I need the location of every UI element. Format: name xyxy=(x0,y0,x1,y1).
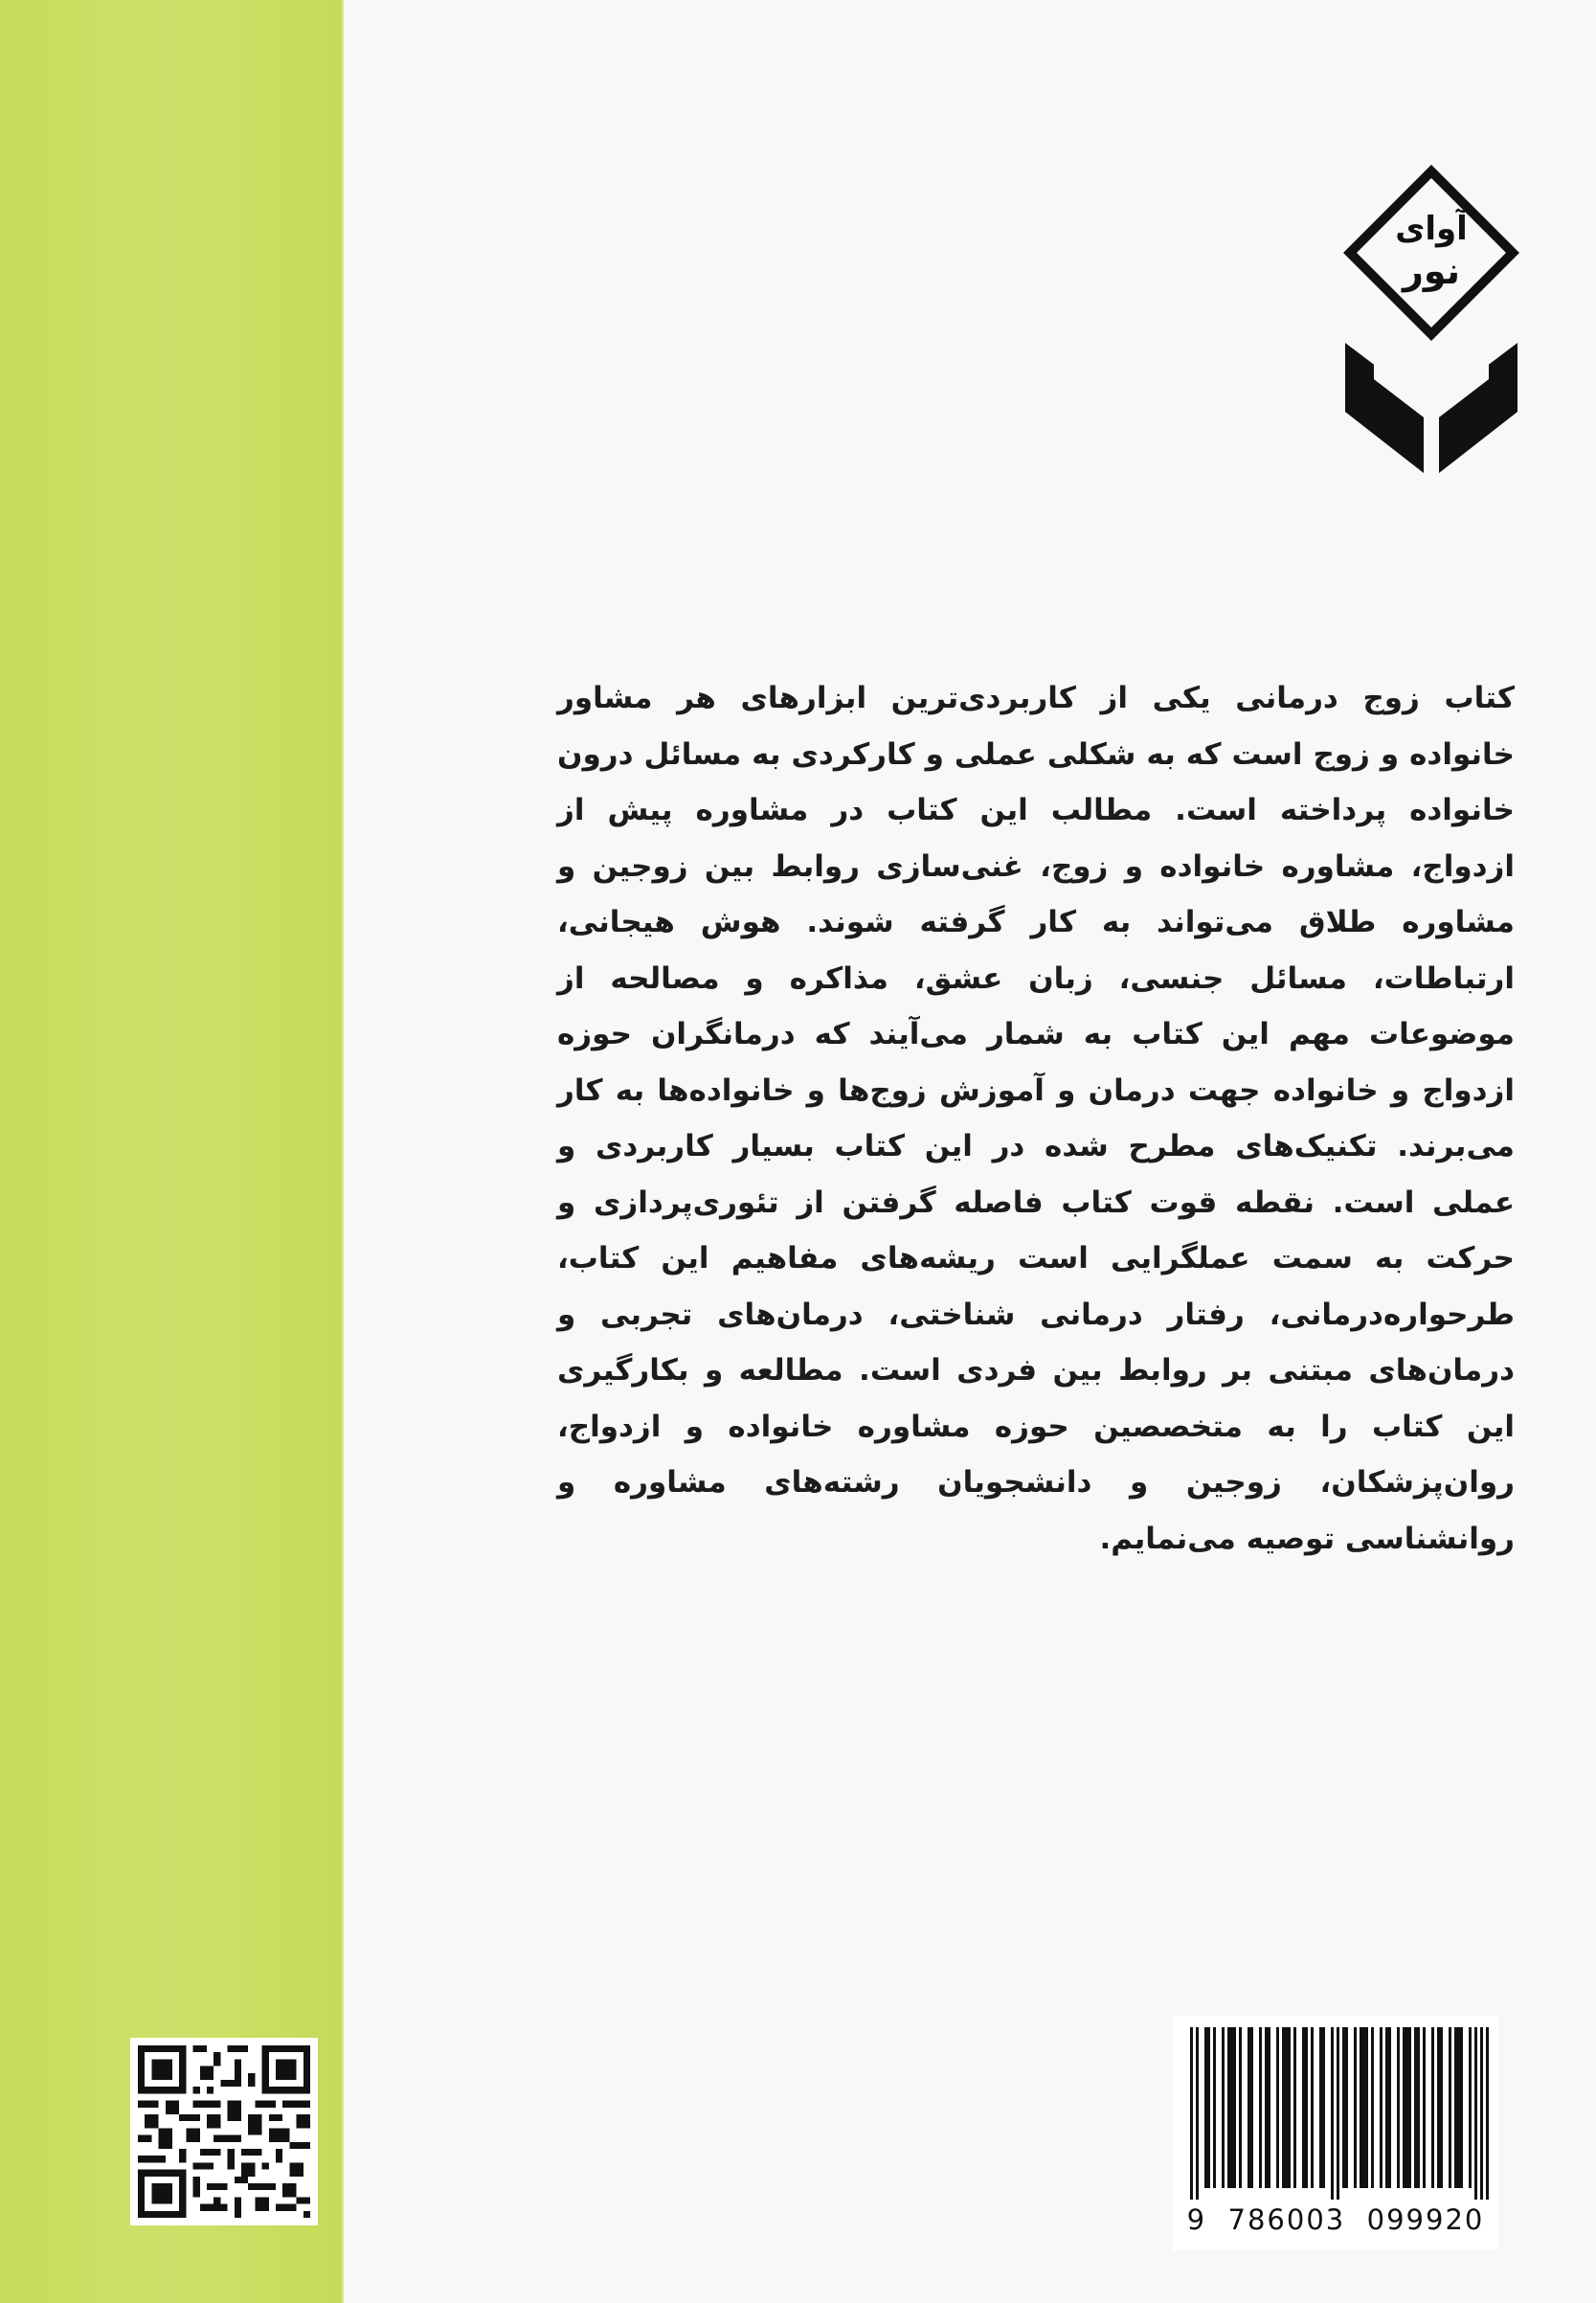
publisher-logo xyxy=(1336,161,1527,477)
barcode-bars xyxy=(1190,2027,1489,2200)
qr-code xyxy=(130,2038,318,2225)
isbn-digits: 9 786003 099920 xyxy=(1186,2203,1485,2236)
green-side-band xyxy=(0,0,344,2303)
book-description: کتاب زوج درمانی یکی از کاربردی‌ترین ابزارهای هر مشاور خانواده و زوج است که به شکلی عملی و کارکردی به مسائل درون خانواده پرداخته است. مطالب این کتاب در مشاوره پیش از ازدواج، مشاوره خانواده و زوج، غنی‌سازی روابط بین زوجین و مشاوره طلاق می‌تواند به کار گرفته شوند. هوش هیجانی، ارتباطات، مسائل جنسی، زبان عشق، مذاکره و مصالحه از موضوعات مهم این کتاب به شمار می‌آیند که درمانگران حوزه ازدواج و خانواده جهت درمان و آموزش زوج‌ها و خانواده‌ها به کار می‌برند. تکنیک‌های مطرح شده در این کتاب بسیار کاربردی و عملی است. نقطه قوت کتاب فاصله گرفتن از تئوری‌پردازی و حرکت به سمت عملگرایی است ریشه‌های مفاهیم این کتاب، طرحواره‌درمانی، رفتار درمانی شناختی، درمان‌های تجربی و درمان‌های مبتنی بر روابط بین فردی است. مطالعه و بکارگیری این کتاب را به متخصصین حوزه مشاوره خانواده و ازدواج، روان‌پزشکان، زوجین و دانشجویان رشته‌های مشاوره و روانشناسی توصیه می‌نمایم. xyxy=(557,681,1515,1556)
isbn-barcode xyxy=(1173,2016,1498,2250)
logo-line-2: نور xyxy=(1403,250,1460,292)
logo-line-1: آوای xyxy=(1395,210,1468,248)
